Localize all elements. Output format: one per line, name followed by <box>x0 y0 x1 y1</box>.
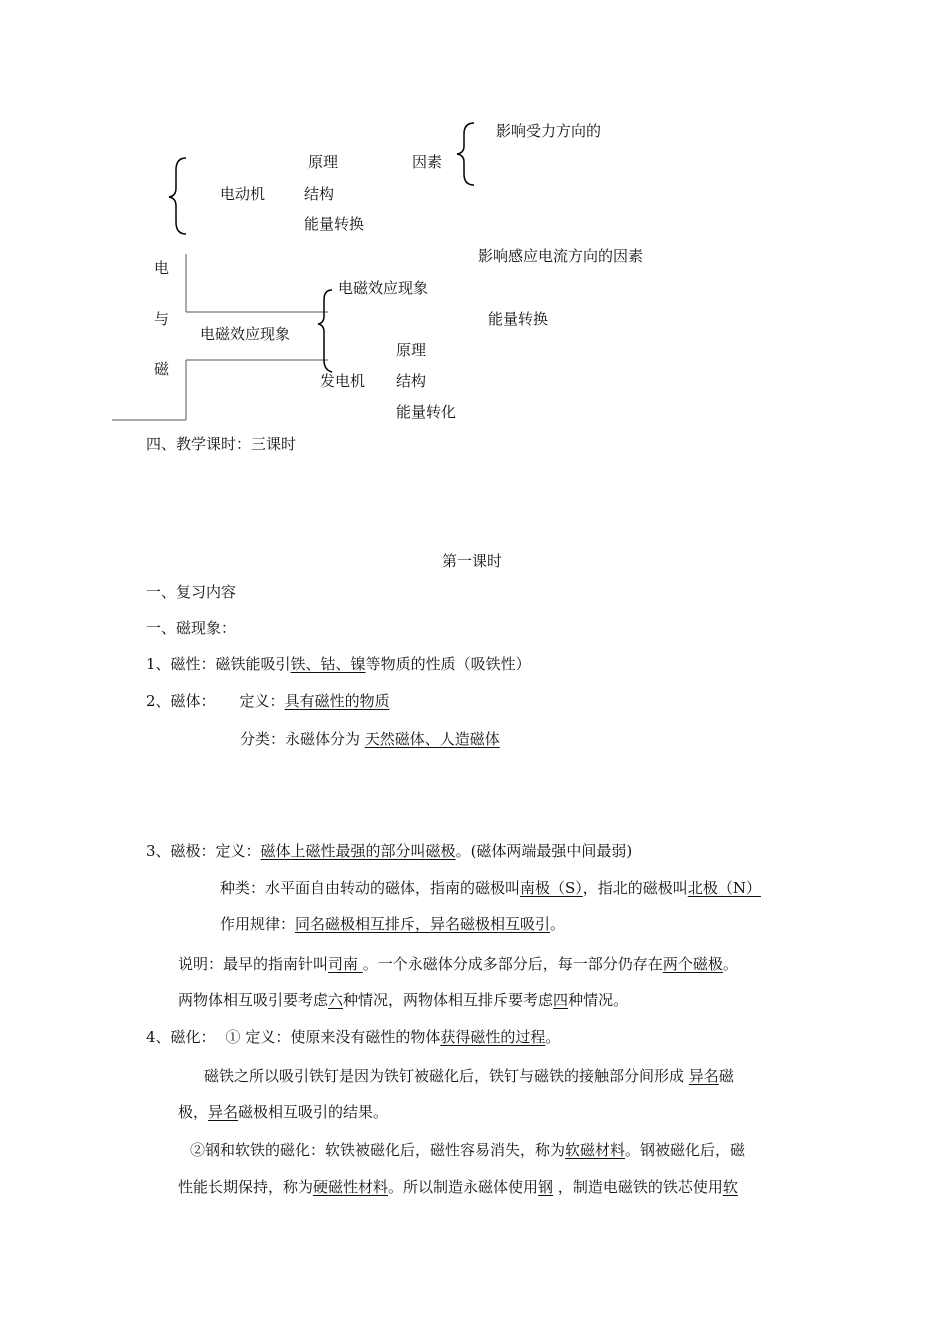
item3-note-line: 说明：最早的指南针叫司南 。一个永磁体分成多部分后，每一部分仍存在两个磁极。 <box>178 955 738 973</box>
diagram-lines <box>0 0 950 460</box>
label-motor-principle: 原理 <box>308 153 339 171</box>
label-generator: 发电机 <box>320 372 366 390</box>
item3-kinds-line: 种类：水平面自由转动的磁体，指南的磁极叫南极（S），指北的磁极叫北极（N） <box>220 879 761 897</box>
item4-definition-line: 4、磁化： ① 定义：使原来没有磁性的物体获得磁性的过程。 <box>146 1028 561 1046</box>
label-em-effect: 电磁效应现象 <box>200 325 291 343</box>
item3-cases-line: 两物体相互吸引要考虑六种情况，两物体相互排斥要考虑四种情况。 <box>178 991 629 1009</box>
section-review: 一、复习内容 <box>146 583 237 601</box>
item1-line: 1、磁性：磁铁能吸引铁、钴、镍等物质的性质（吸铁性） <box>146 655 531 673</box>
item4-para2-line1: ②钢和软铁的磁化：软铁被磁化后，磁性容易消失，称为软磁材料。钢被磁化后，磁 <box>190 1141 746 1159</box>
label-force-direction-factor: 影响受力方向的 <box>496 122 602 140</box>
label-gen-principle: 原理 <box>396 341 427 359</box>
label-gen-energy-conversion: 能量转换 <box>488 310 549 328</box>
label-em-induction: 电磁效应现象 <box>338 279 429 297</box>
item4-para1-line2: 极，异名磁极相互吸引的结果。 <box>178 1103 389 1121</box>
label-motor-energy: 能量转换 <box>304 215 365 233</box>
label-factor: 因素 <box>412 153 443 171</box>
lesson-title: 第一课时 <box>442 552 503 570</box>
item4-para2-line2: 性能长期保持，称为硬磁性材料。所以制造永磁体使用钢 ，制造电磁铁的铁芯使用软 <box>178 1178 738 1196</box>
item2-definition-line: 2、磁体： 定义：具有磁性的物质 <box>146 692 390 710</box>
label-motor: 电动机 <box>220 185 266 203</box>
label-root-and: 与 <box>154 310 170 328</box>
section-magnet: 一、磁现象： <box>146 619 237 637</box>
item2-classification-line: 分类：永磁体分为 天然磁体、人造磁体 <box>240 730 500 748</box>
item3-rule-line: 作用规律：同名磁极相互排斥，异名磁极相互吸引。 <box>220 915 566 933</box>
label-root-electric: 电 <box>154 259 170 277</box>
label-root-magnet: 磁 <box>154 360 170 378</box>
brace-force-factor <box>457 123 474 185</box>
item3-definition-line: 3、磁极：定义：磁体上磁性最强的部分叫磁极。(磁体两端最强中间最弱) <box>146 842 633 860</box>
label-motor-structure: 结构 <box>304 185 335 203</box>
label-gen-structure: 结构 <box>396 372 427 390</box>
brace-motor <box>169 158 186 234</box>
label-induced-current-factor: 影响感应电流方向的因素 <box>478 247 644 265</box>
label-gen-energy-transform: 能量转化 <box>396 403 457 421</box>
lesson-hours: 四、教学课时：三课时 <box>146 435 297 453</box>
item4-para1-line1: 磁铁之所以吸引铁钉是因为铁钉被磁化后，铁钉与磁铁的接触部分间形成 异名磁 <box>204 1067 734 1085</box>
